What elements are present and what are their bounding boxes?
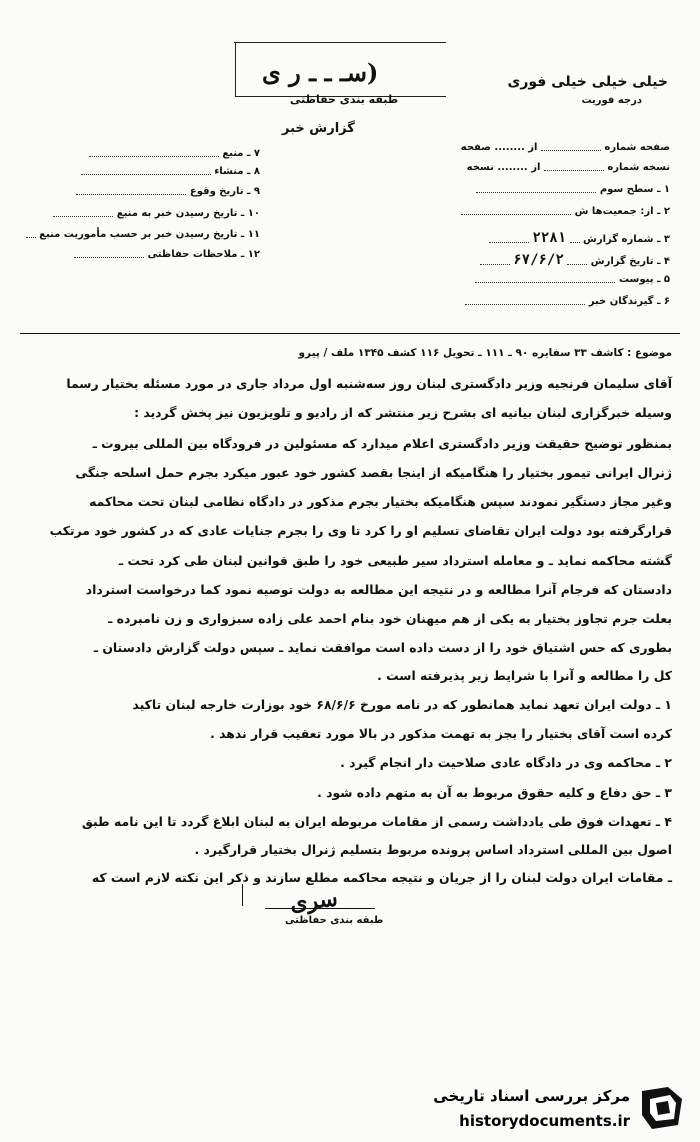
body-line: وغیر مجاز دستگیر نمودند سپس هنگامیکه بختیار بجرم مذکور در دادگاه نظامی لبنان تحت محاکمه: [89, 494, 672, 509]
watermark-url: historydocuments.ir: [459, 1112, 630, 1130]
meta-value: از ........ نسخه: [466, 162, 541, 173]
report-date-value: ۶۷/۶/۲: [513, 252, 564, 268]
signature-handwritten: سری: [288, 885, 340, 917]
meta-field: [489, 230, 670, 246]
meta-label: ۳ ـ شماره گزارش: [583, 234, 670, 245]
body-line: کل را مطالعه و آنرا با شرایط زیر پذیرفته است .: [377, 668, 672, 683]
classification-handwritten: سـ ـ ـ ر ى): [262, 58, 379, 87]
body-line: بعلت جرم تجاوز بختیار به یکی از هم میهنان خود بنام احمد علی زاده سبزواری و زن نامبرده ـ: [108, 611, 672, 626]
watermark-title: مرکز بررسی اسناد تاریخی: [433, 1087, 630, 1105]
meta-field: [461, 206, 670, 217]
meta-field: [81, 166, 260, 177]
body-line: ۲ ـ محاکمه وی در دادگاه عادی صلاحیت دار انجام گیرد .: [340, 755, 672, 770]
body-line: قرارگرفته بود دولت ایران تقاضای تسلیم او را کرد تا وی را بجرم جنایات عادی که در کشور خود مرتکب: [49, 523, 672, 538]
meta-field: [480, 252, 670, 268]
meta-field: [461, 142, 670, 153]
meta-field: [475, 274, 670, 285]
signature-underline: [265, 908, 375, 909]
meta-label: ۵ ـ پیوست: [618, 274, 670, 285]
meta-label: ۱۰ ـ تاریخ رسیدن خبر به منبع: [116, 208, 260, 219]
meta-field: [26, 229, 260, 240]
signature-caption: طبقه بندی حفاظتی: [285, 915, 384, 926]
body-line: بمنظور توضیح حقیقت وزیر دادگستری اعلام میدارد که مسئولین در فرودگاه بین المللی بیروت ـ: [92, 436, 672, 451]
meta-label: ۱ ـ سطح سوم: [599, 184, 670, 195]
meta-label: ۱۱ ـ تاریخ رسیدن خبر بر حسب مأموریت منبع: [39, 229, 260, 240]
body-line: ژنرال ایرانی تیمور بختیار را هنگامیکه از اینجا بقصد کشور خود عبور میکرد بجرم حمل اسلحه جنگی: [75, 465, 672, 480]
watermark-logo-icon: [638, 1085, 686, 1131]
body-line: بطوری که حس اشتیاق خود را از دست داده است موافقت نماید ـ سپس دولت گزارش دادستان ـ: [93, 640, 672, 655]
meta-field: [89, 148, 260, 159]
meta-label: ۹ ـ تاریخ وقوع: [189, 186, 260, 197]
meta-value: از ........ صفحه: [460, 142, 538, 153]
meta-field: [465, 296, 670, 307]
report-title: گزارش خبر: [282, 121, 355, 136]
meta-label: نسخه شماره: [607, 162, 670, 173]
body-line: آقای سلیمان فرنجیه وزیر دادگستری لبنان روز سه‌شنبه اول مرداد جاری در مورد مسئله بختیار رسما: [66, 376, 672, 391]
signature-tick: [242, 884, 243, 906]
body-line: ۱ ـ دولت ایران تعهد نماید همانطور که در نامه مورخ ۶۸/۶/۶ خود بوزارت خارجه لبنان تاکید: [132, 697, 672, 712]
meta-label: صفحه شماره: [604, 142, 670, 153]
body-line: کرده است آقای بختیار را بجز به تهمت مذکور در بالا مورد تعقیب قرار ندهد .: [210, 726, 672, 741]
body-line: اصول بین المللی استرداد اساس پرونده مربوط بتسلیم ژنرال بختیار قرارگیرد .: [194, 842, 672, 857]
meta-label: ۷ ـ منبع: [222, 148, 260, 159]
meta-field: [53, 208, 260, 219]
classification-caption: طبقه بندی حفاظتی: [290, 93, 399, 106]
meta-field: [76, 186, 260, 197]
urgency-heading: خیلی خیلی خیلی فوری: [507, 74, 668, 90]
header-divider: [20, 333, 680, 334]
body-line: ۳ ـ حق دفاع و کلیه حقوق مربوط به آن به متهم داده شود .: [317, 785, 672, 800]
body-line: وسیله خبرگزاری لبنان بیانیه ای بشرح زیر منتشر که از رادیو و تلویزیون نیز پخش گردید :: [134, 405, 672, 420]
body-line: دادستان که فرجام آنرا مطالعه و در نتیجه این مطالعه به دولت توصیه نمود کما درخواست استرداد: [85, 582, 672, 597]
subject-line: موضوع : کاشف ۳۳ سفایره ۹۰ ـ ۱۱۱ ـ تحویل ۱۱۶ کشف ۱۳۴۵ ملف / پیرو: [298, 347, 672, 359]
body-line: ۴ ـ تعهدات فوق طی یادداشت رسمی از مقامات مربوطه ایران به لبنان ابلاغ گردد تا این نامه طبق: [81, 814, 672, 829]
meta-label: ۸ ـ منشاء: [214, 166, 260, 177]
urgency-level-label: درجه فوریت: [581, 95, 642, 106]
meta-field: [467, 162, 670, 173]
body-line: ـ مقامات ایران دولت لبنان را از جریان و نتیجه محاکمه مطلع سازند و ذکر این نکته لازم است که: [91, 870, 672, 885]
meta-field: [476, 184, 670, 195]
meta-label: ۴ ـ تاریخ گزارش: [590, 256, 670, 267]
meta-label: ۶ ـ گیرندگان خبر: [588, 296, 670, 307]
meta-label: ۱۲ ـ ملاحظات حفاظتی: [147, 249, 260, 260]
report-number-value: ۲۲۸۱: [532, 230, 567, 246]
meta-field: [74, 249, 260, 260]
meta-label: ۲ ـ از: جمعیت‌ها ش: [574, 206, 670, 217]
body-line: گشته محاکمه نماید ـ و معامله استرداد سیر طبیعی خود را طبق قوانین لبنان طی کرد تحت ـ: [118, 553, 672, 568]
